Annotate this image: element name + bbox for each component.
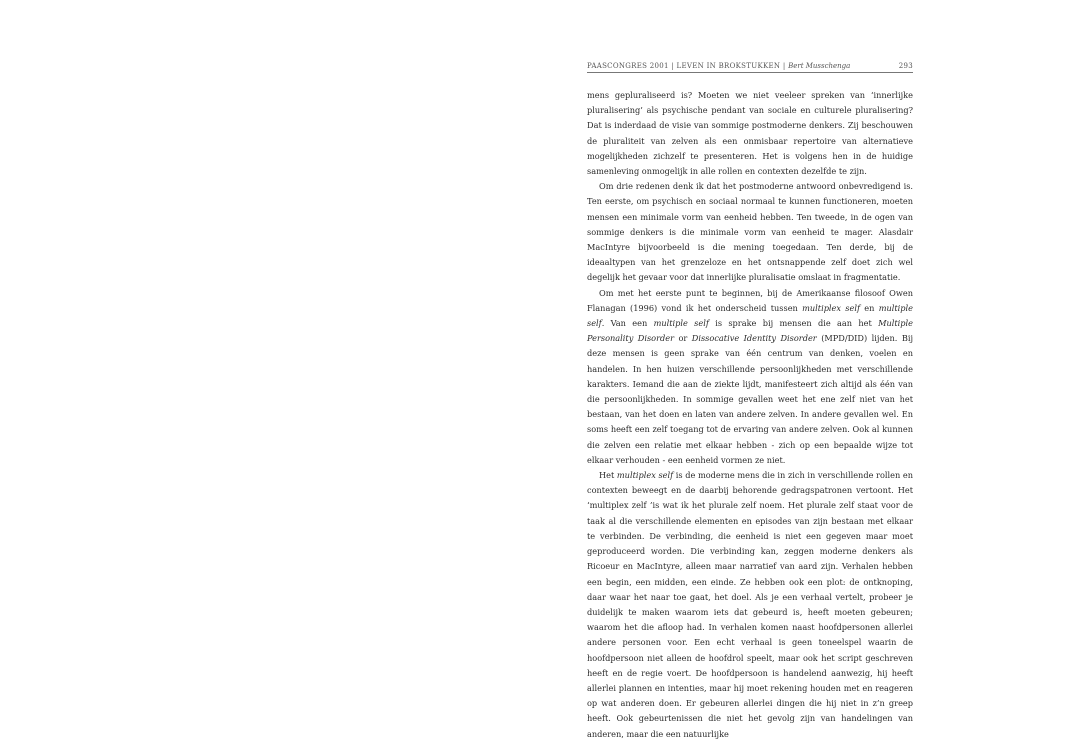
paragraph: [587, 88, 913, 179]
italic-term: multiplex self: [802, 302, 861, 313]
text-run: is sprake bij mensen die aan het: [708, 318, 879, 329]
paragraph: [587, 286, 913, 468]
body-text: [587, 88, 913, 742]
running-head-title: PAASCONGRES 2001 | LEVEN IN BROKSTUKKEN |: [587, 62, 786, 70]
page-number: 293: [898, 62, 913, 70]
book-page: [587, 62, 913, 742]
text-run: en: [860, 302, 879, 313]
text-run: or: [674, 333, 692, 344]
italic-term: multiplex self: [616, 470, 674, 481]
italic-term: Multiple Personality Disorder: [587, 318, 913, 344]
paragraph: [587, 179, 913, 285]
italic-term: Dissocative Identity Disorder: [691, 333, 817, 344]
text-run: . Van een: [601, 318, 654, 329]
text-run: (MPD/DID) lijden. Bij deze mensen is geen sprake van één centrum van denken, voelen en handelen. In hen huizen verschillende persoonlijkheden met verschillende karakters. Iemand die aan de ziekte lijdt, manifesteert zich altijd als één van die persoonlijkheden. In sommige gevallen weet het ene zelf niet van het bestaan, van het doen en laten van andere zelven. In andere gevallen wel. En soms heeft een zelf toegang tot de ervaring van andere zelven. Ook al kunnen die zelven een relatie met elkaar hebben - zich op een bepaalde wijze tot elkaar verhouden - een eenheid vormen ze niet.: [587, 333, 913, 465]
paragraph: [587, 468, 913, 742]
running-head: [587, 62, 913, 73]
running-head-title-group: [587, 62, 850, 70]
text-run: Om met het eerste punt te beginnen, bij de Amerikaanse filosoof Owen Flanagan (1996) vond ik het onderscheid tussen: [587, 287, 913, 313]
italic-term: multiple self: [653, 318, 709, 329]
text-run: mens gepluraliseerd is? Moeten we niet veeleer spreken van ‘innerlijke pluralisering’ als psychische pendant van sociale en culturele pluralisering? Dat is inderdaad de visie van sommige postmoderne denkers. Zij beschouwen de pluraliteit van zelven als een onmisbaar repertoire van alternatieve mogelijkheden zichzelf te presenteren. Het is volgens hen in de huidige samenleving onmogelijk in alle rollen en contexten dezelfde te zijn.: [587, 90, 913, 177]
text-run: is de moderne mens die in zich in verschillende rollen en contexten beweegt en de daarbij behorende gedragspatronen vertoont. Het ‘multiplex zelf ’is wat ik het plurale zelf noem. Het plurale zelf staat voor de taak al die verschillende elementen en episodes van zijn bestaan met elkaar te verbinden. De verbinding, die eenheid is niet een gegeven maar moet geproduceerd worden. Die verbinding kan, zeggen moderne denkers als Ricoeur en MacIntyre, alleen maar narratief van aard zijn. Verhalen hebben een begin, een midden, een einde. Ze hebben ook een plot: de ontknoping, daar waar het naar toe gaat, het doel. Als je een verhaal vertelt, probeer je duidelijk te maken waarom iets dat gebeurd is, heeft moeten gebeuren; waarom het die afloop had. In verhalen komen naast hoofdpersonen allerlei andere personen voor. Een echt verhaal is geen toneelspel waarin de hoofdpersoon niet alleen de hoofdrol speelt, maar ook het script geschreven heeft en de regie voert. De hoofdpersoon is handelend aanwezig, hij heeft allerlei plannen en intenties, maar hij moet rekening houden met en reageren op wat anderen doen. Er gebeuren allerlei dingen die hij niet in z’n greep heeft. Ook gebeurtenissen die niet het gevolg zijn van handelingen van anderen, maar die een natuurlijke: [587, 470, 913, 739]
running-head-author: Bert Musschenga: [788, 62, 851, 70]
text-run: Om drie redenen denk ik dat het postmoderne antwoord onbevredigend is. Ten eerste, om psychisch en sociaal normaal te kunnen functioneren, moeten mensen een minimale vorm van eenheid hebben. Ten tweede, in de ogen van sommige denkers is die minimale vorm van eenheid te mager. Alasdair MacIntyre bijvoorbeeld is die mening toegedaan. Ten derde, bij de ideaaltypen van het grenzeloze en het ontsnappende zelf doet zich wel degelijk het gevaar voor dat innerlijke pluralisatie omslaat in fragmentatie.: [587, 181, 913, 283]
text-run: Het: [599, 470, 617, 481]
italic-term: multiple self: [587, 302, 914, 329]
